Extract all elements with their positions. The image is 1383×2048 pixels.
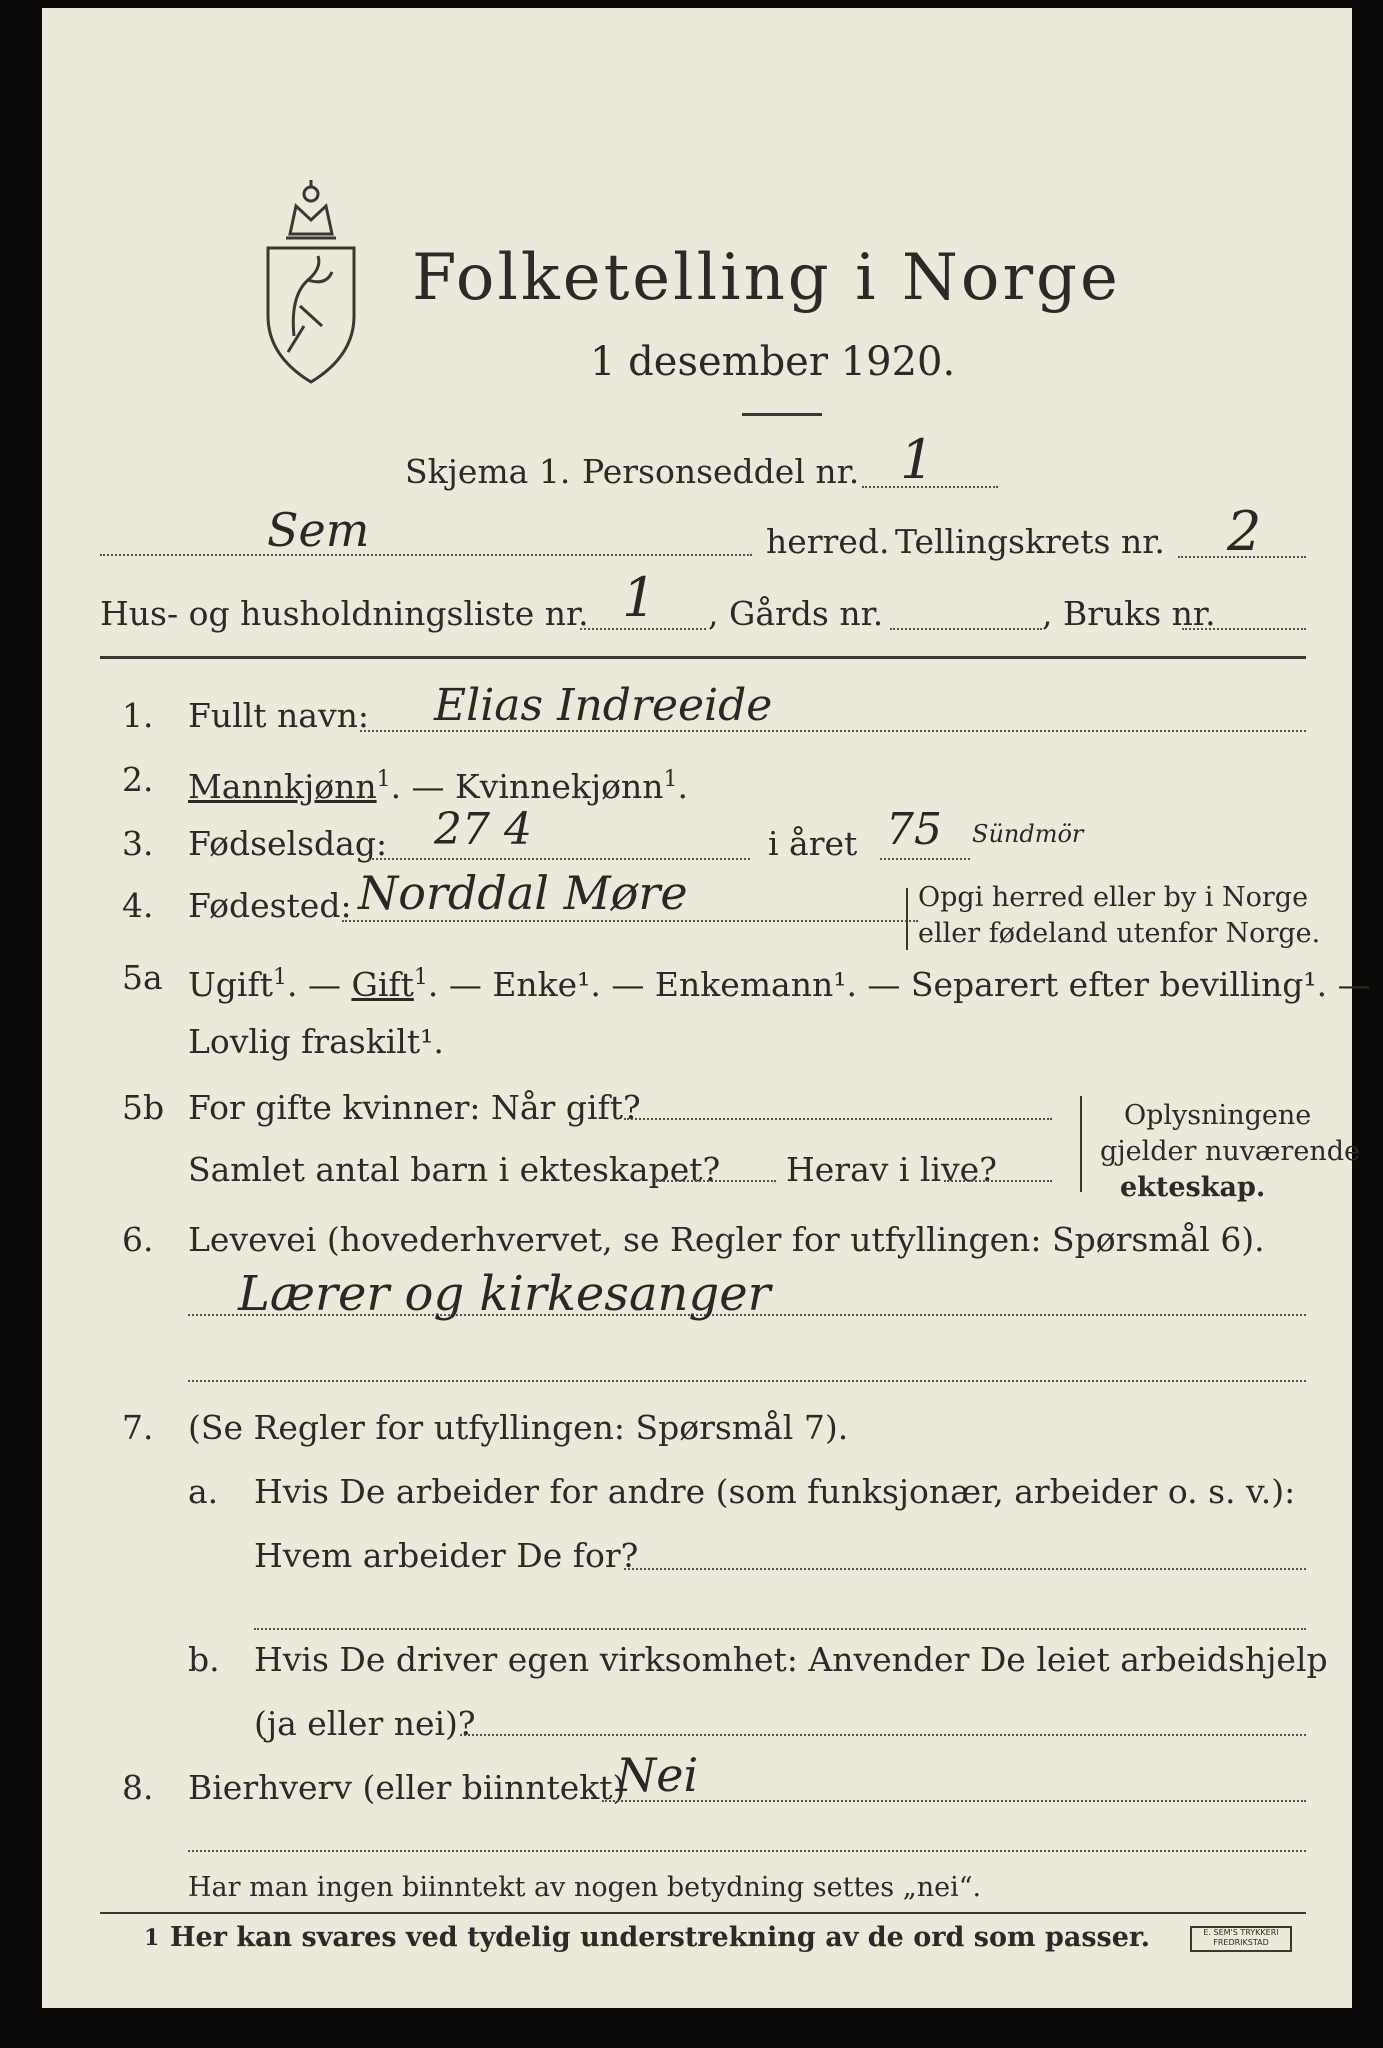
q7b-line1: Hvis De driver egen virksomhet: Anvender De leiet arbeidshjelp: [254, 1640, 1328, 1679]
q4-note-2: eller fødeland utenfor Norge.: [918, 918, 1321, 949]
census-date: 1 desember 1920.: [590, 339, 956, 385]
q2-sep: . — Kvinnekjønn: [390, 767, 664, 806]
q1-number: 1.: [122, 696, 154, 735]
gards-label: , Gårds nr.: [708, 594, 884, 633]
q5b-note-1: Oplysningene: [1124, 1100, 1312, 1131]
q8-number: 8.: [122, 1768, 154, 1807]
q2-text: [188, 760, 688, 807]
q8-field: [602, 1800, 1306, 1802]
q6-label: Levevei (hovederhvervet, se Regler for utfyllingen: Spørsmål 6).: [188, 1220, 1265, 1259]
q5b-line1: For gifte kvinner: Når gift?: [188, 1088, 641, 1127]
q7a-line2: Hvem arbeider De for?: [254, 1536, 639, 1575]
q6-value[interactable]: Lærer og kirkesanger: [238, 1266, 771, 1322]
q4-value[interactable]: Norddal Møre: [358, 866, 688, 920]
q4-label: Fødested:: [188, 886, 352, 925]
q6-line2: [188, 1380, 1306, 1382]
q5a-ugift[interactable]: Ugift: [188, 965, 273, 1004]
footnote-divider: [100, 1912, 1306, 1914]
q2-number: 2.: [122, 760, 154, 799]
footnote-mark: 1: [144, 1925, 160, 1951]
herred-label: herred.: [766, 522, 890, 561]
q4-line: [342, 920, 918, 922]
personseddel-label: Personseddel nr.: [582, 452, 860, 491]
herred-value[interactable]: Sem: [267, 503, 370, 557]
q3-year-line: [880, 858, 970, 860]
tellingskrets-value[interactable]: 2: [1227, 500, 1262, 563]
q7b-letter: b.: [188, 1640, 220, 1679]
coat-of-arms-icon: [260, 176, 362, 386]
schema-label: Skjema 1.: [405, 452, 571, 491]
q4-number: 4.: [122, 886, 154, 925]
q7a-field-2: [254, 1628, 1306, 1630]
q5a-line2[interactable]: Lovlig fraskilt¹.: [188, 1022, 444, 1061]
q7b-line2: (ja eller nei)?: [254, 1704, 476, 1743]
q7b-field: [460, 1734, 1306, 1736]
q5b-line2-field: [656, 1180, 776, 1182]
q7-number: 7.: [122, 1408, 154, 1447]
q1-label: Fullt navn:: [188, 696, 369, 735]
q3-line: [368, 858, 750, 860]
household-label: Hus- og husholdningsliste nr.: [100, 594, 589, 633]
bruks-line: [1182, 628, 1306, 630]
q2-sup2: 1: [663, 767, 678, 792]
q5b-line1-field: [624, 1118, 1052, 1120]
footnote: Her kan svares ved tydelig understrekning av de ord som passer.: [170, 1922, 1151, 1953]
q7-label: (Se Regler for utfyllingen: Spørsmål 7).: [188, 1408, 849, 1447]
q5b-note-2: gjelder nuværende: [1100, 1136, 1360, 1167]
herred-line: [100, 554, 752, 556]
q3-value[interactable]: 27 4: [434, 804, 532, 855]
q3-label: Fødselsdag:: [188, 824, 388, 863]
note-bottom: Har man ingen biinntekt av nogen betydning settes „nei“.: [188, 1872, 982, 1903]
header-divider: [100, 656, 1306, 659]
census-form: [42, 8, 1371, 2008]
q3-note: Sündmör: [972, 820, 1084, 848]
q7a-field: [624, 1568, 1306, 1570]
q8-field-2: [188, 1850, 1306, 1852]
q1-value[interactable]: Elias Indreeide: [434, 680, 773, 731]
q5b-note-3: ekteskap.: [1120, 1172, 1266, 1203]
tellingskrets-label: Tellingskrets nr.: [895, 522, 1165, 561]
q4-note-1: Opgi herred eller by i Norge: [918, 882, 1309, 913]
q5b-line2: Samlet antal barn i ekteskapet?: [188, 1150, 721, 1189]
q5b-bracket: [1080, 1096, 1082, 1192]
q4-bracket: [906, 888, 908, 950]
form-title: Folketelling i Norge: [412, 241, 1121, 315]
personseddel-value[interactable]: 1: [900, 428, 935, 491]
title-divider: [742, 413, 822, 416]
q5a-number: 5a: [122, 958, 163, 997]
q3-number: 3.: [122, 824, 154, 863]
q5a-text: Ugift$^1$. — Gift$^1$. — Enke¹. — Enkemann¹. — Separert efter bevilling¹. —: [188, 965, 1371, 1004]
q7a-line1: Hvis De arbeider for andre (som funksjonær, arbeider o. s. v.):: [254, 1472, 1296, 1511]
q8-value[interactable]: Nei: [616, 1748, 699, 1802]
q5b-number: 5b: [122, 1088, 165, 1127]
printer-stamp: E. SEM'S TRYKKERI FREDRIKSTAD: [1190, 1926, 1292, 1952]
bruks-label: , Bruks nr.: [1042, 594, 1216, 633]
q3-year-label: i året: [768, 824, 858, 863]
q2-male[interactable]: Mannkjønn: [188, 767, 377, 806]
q7a-letter: a.: [188, 1472, 219, 1511]
q3-year-value[interactable]: 75: [886, 804, 942, 855]
q5b-line2b: Herav i live?: [786, 1150, 997, 1189]
q8-label: Bierhverv (eller biinntekt): [188, 1768, 626, 1807]
q2-sup1: 1: [376, 767, 391, 792]
q6-number: 6.: [122, 1220, 154, 1259]
q2-end: .: [677, 767, 689, 806]
household-value[interactable]: 1: [622, 566, 657, 629]
q5a-rest: . — Enke¹. — Enkemann¹. — Separert efter bevilling¹. —: [427, 965, 1371, 1004]
q5b-line2b-field: [944, 1180, 1052, 1182]
gards-line: [890, 628, 1042, 630]
q5a-gift[interactable]: Gift: [351, 965, 414, 1004]
